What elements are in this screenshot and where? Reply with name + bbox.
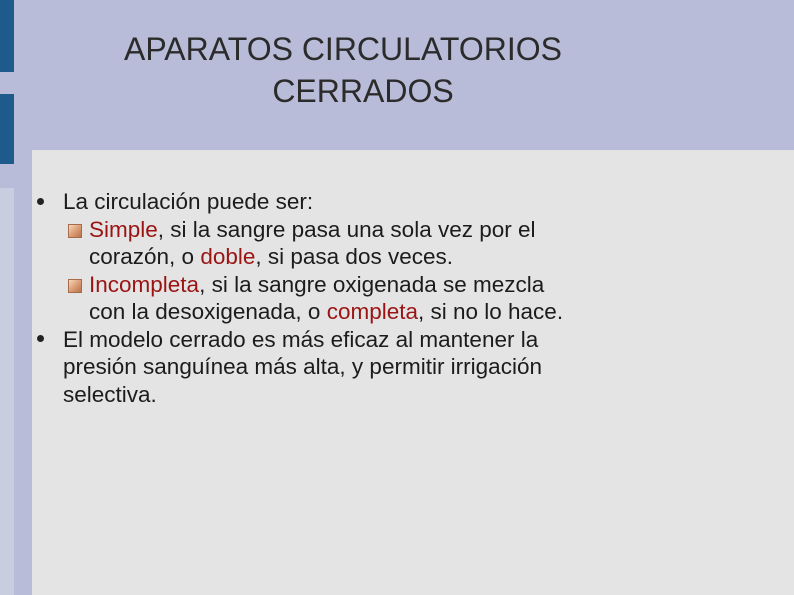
sub-bullet-text: , si no lo hace. xyxy=(417,299,564,324)
bullet-text: La circulación puede ser: xyxy=(63,189,314,214)
sub-bullet-item xyxy=(89,216,536,244)
sub-bullet-text: corazón, o xyxy=(89,244,201,269)
bullet-text: selectiva. xyxy=(63,381,157,407)
bullet-text: El modelo cerrado es más eficaz al mantener la xyxy=(63,326,539,352)
highlight-term: completa xyxy=(326,299,418,324)
bullet-dot xyxy=(37,198,44,205)
highlight-term: Simple xyxy=(89,216,158,242)
title-line-1: APARATOS CIRCULATORIOS xyxy=(123,31,562,67)
sub-bullet-item xyxy=(89,271,544,299)
sub-bullet-text: con la desoxigenada, o xyxy=(89,299,327,324)
highlight-term: doble xyxy=(200,244,256,269)
bullet-item xyxy=(63,188,313,216)
title-line-2: CERRADOS xyxy=(272,73,454,109)
bullet-continuation xyxy=(63,353,542,381)
sub-bullet-text: , si pasa dos veces. xyxy=(255,244,453,269)
sub-bullet-text: , si la sangre oxigenada se mezcla xyxy=(199,271,545,297)
slide-title xyxy=(0,28,686,112)
sub-bullet-icon xyxy=(68,224,82,238)
sub-bullet-text: , si la sangre pasa una sola vez por el xyxy=(157,216,536,242)
bullet-text: presión sanguínea más alta, y permitir irrigación xyxy=(63,354,542,379)
left-bar-segment xyxy=(0,188,14,595)
bullet-item xyxy=(63,326,538,354)
sub-bullet-icon xyxy=(68,279,82,293)
bullet-continuation xyxy=(63,381,157,409)
highlight-term: Incompleta xyxy=(89,271,200,297)
sub-bullet-continuation xyxy=(89,243,453,271)
sub-bullet-continuation xyxy=(89,298,563,326)
bullet-dot xyxy=(37,335,44,342)
